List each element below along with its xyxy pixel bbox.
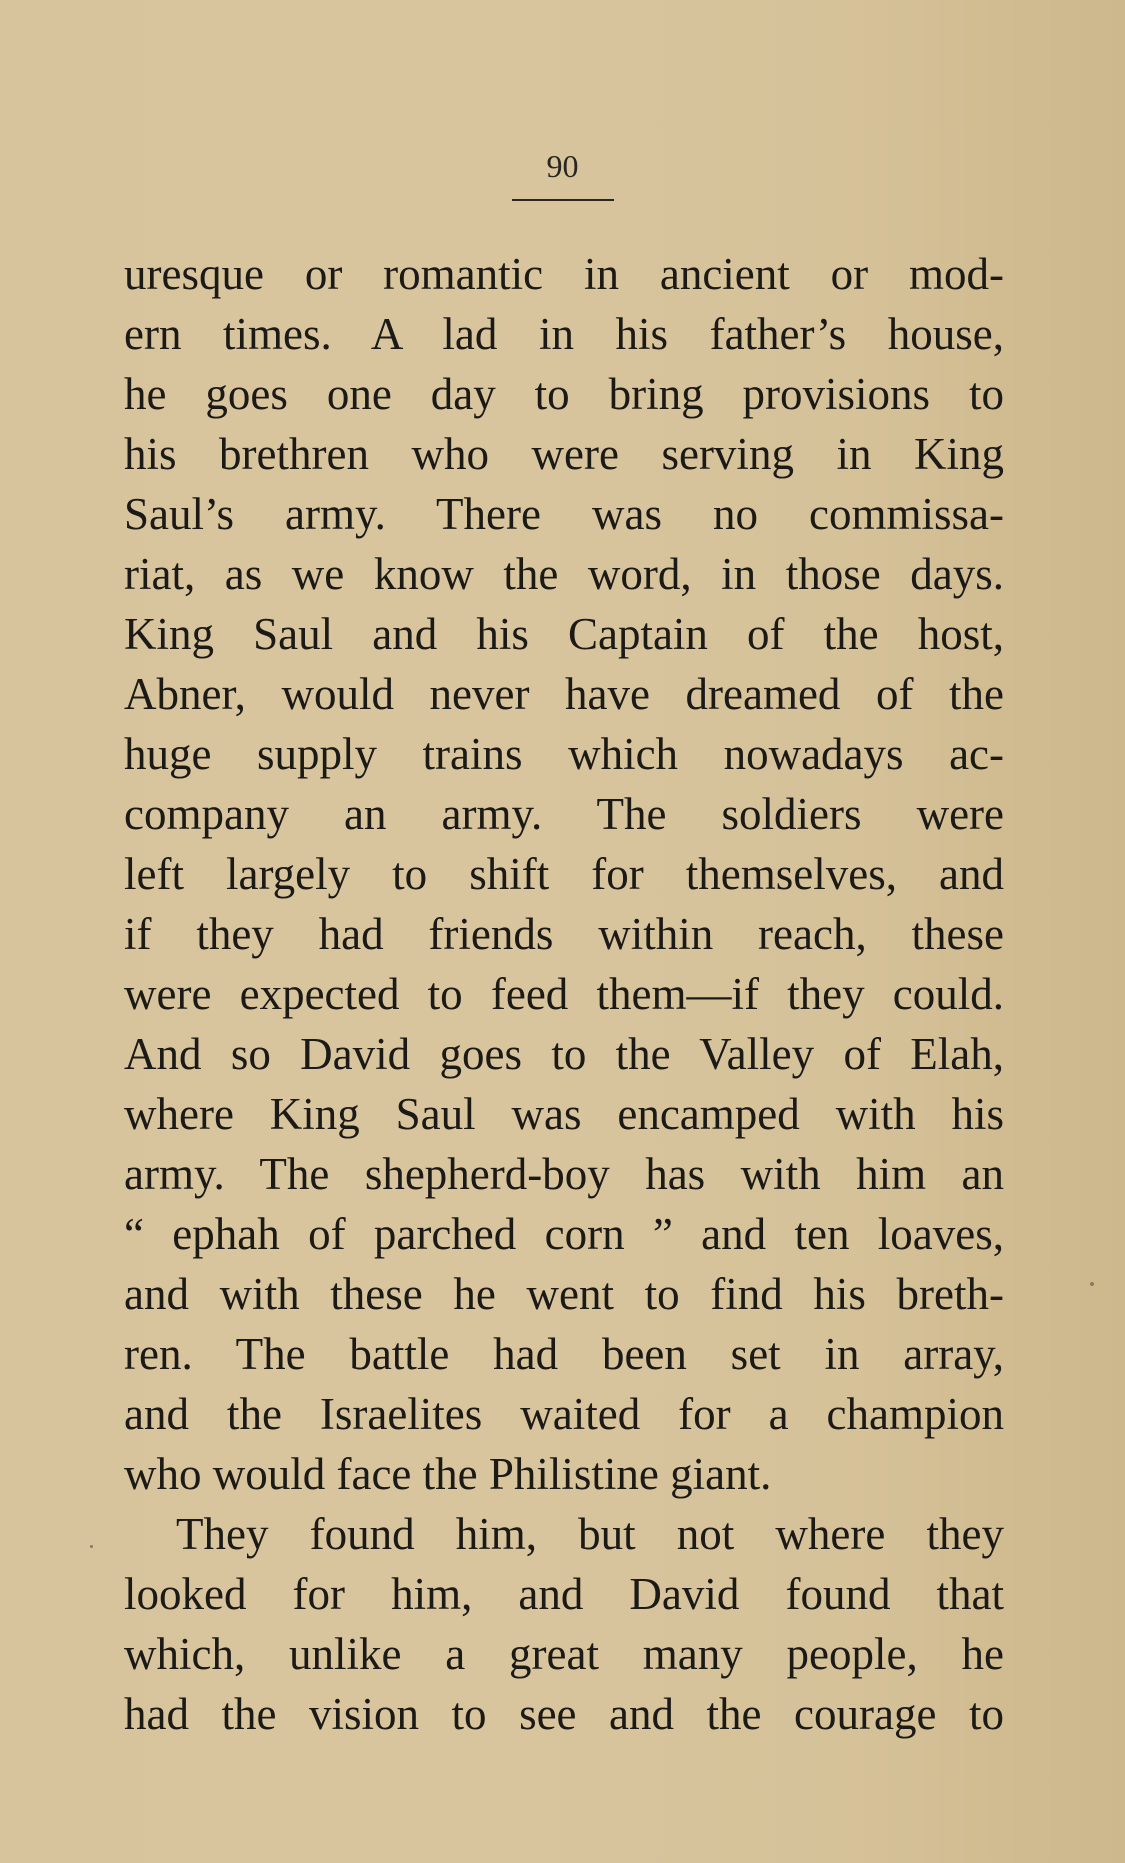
text-line: who would face the Philistine giant. [124,1449,772,1499]
text-line: huge supply trains which nowadays ac- [124,729,1004,779]
paper-speck [1090,1282,1094,1286]
text-line: and the Israelites waited for a champion [124,1389,1004,1439]
text-line: where King Saul was encamped with his [124,1089,1004,1139]
text-line: had the vision to see and the courage to [124,1689,1004,1739]
text-line: company an army. The soldiers were [124,789,1004,839]
text-line: ern times. A lad in his father’s house, [124,309,1004,359]
paper-speck [90,1545,93,1548]
text-line: They found him, but not where they [176,1509,1004,1559]
paragraph-1 [124,244,1004,1504]
text-line: left largely to shift for themselves, and [124,849,1004,899]
text-line: “ ephah of parched corn ” and ten loaves, [124,1209,1004,1259]
header-rule [512,199,614,201]
text-line: which, unlike a great many people, he [124,1629,1004,1679]
text-line: his brethren who were serving in King [124,429,1004,479]
text-line: if they had friends within reach, these [124,909,1004,959]
text-line: were expected to feed them—if they could. [124,969,1004,1019]
text-line: army. The shepherd-boy has with him an [124,1149,1004,1199]
text-line: riat, as we know the word, in those days. [124,549,1004,599]
text-line: Saul’s army. There was no commissa- [124,489,1004,539]
text-line: he goes one day to bring provisions to [124,369,1004,419]
text-line: ren. The battle had been set in array, [124,1329,1004,1379]
text-line: uresque or romantic in ancient or mod- [124,249,1004,299]
text-line: King Saul and his Captain of the host, [124,609,1004,659]
text-line: Abner, would never have dreamed of the [124,669,1004,719]
page-number: 90 [546,148,579,184]
paragraph-2 [124,1504,1004,1744]
text-line: and with these he went to find his breth- [124,1269,1004,1319]
body-text [124,244,1004,1744]
text-line: And so David goes to the Valley of Elah, [124,1029,1004,1079]
text-line: looked for him, and David found that [124,1569,1004,1619]
